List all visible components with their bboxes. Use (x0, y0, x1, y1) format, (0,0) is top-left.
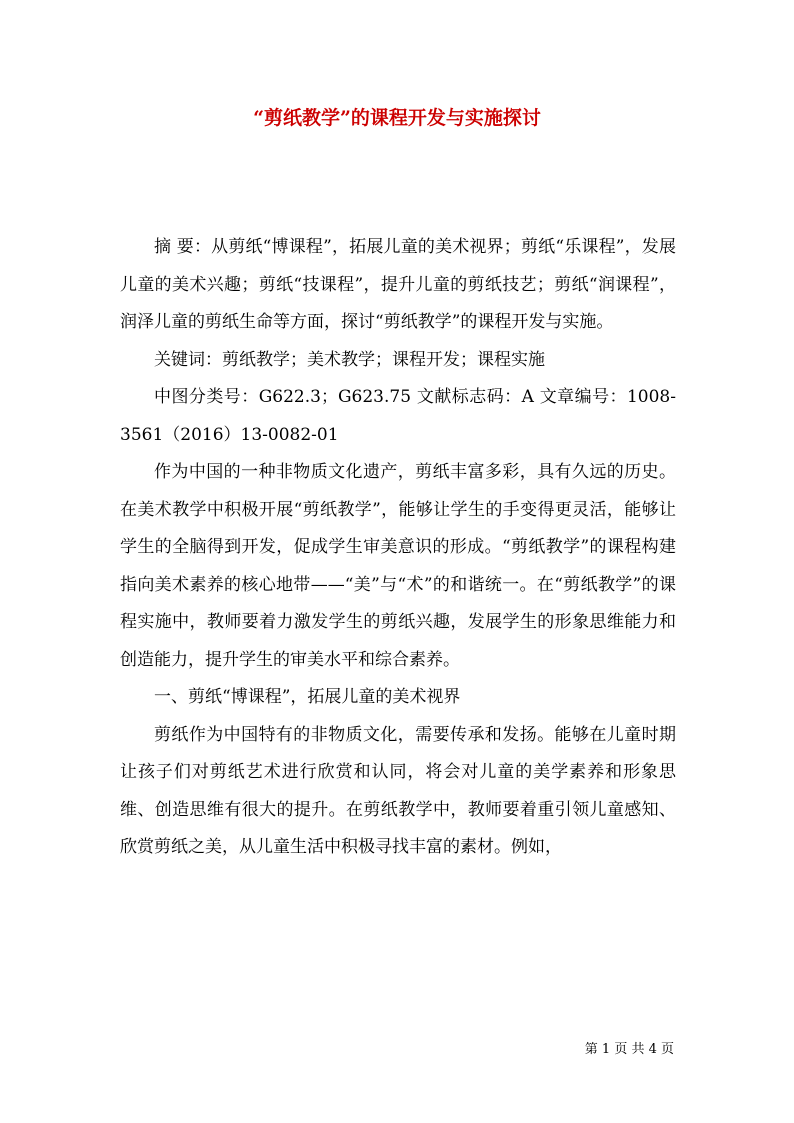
body-paragraph: 作为中国的一种非物质文化遗产，剪纸丰富多彩，具有久远的历史。在美术教学中积极开展“剪纸教学”，能够让学生的手变得更灵活，能够让学生的全脑得到开发，促成学生审美意识的形成。“剪纸教学”的课程构建指向美术素养的核心地带——“美”与“术”的和谐统一。在“剪纸教学”的课程实施中，教师要着力激发学生的剪纸兴趣，发展学生的形象思维能力和创造能力，提升学生的审美水平和综合素养。 (120, 462, 676, 670)
page-footer (585, 1040, 674, 1060)
keywords-paragraph: 关键词：剪纸教学；美术教学；课程开发；课程实施 (154, 349, 545, 370)
abstract-paragraph: 摘 要：从剪纸“博课程”，拓展儿童的美术视界；剪纸“乐课程”，发展儿童的美术兴趣；剪纸“技课程”，提升儿童的剪纸技艺；剪纸“润课程”，润泽儿童的剪纸生命等方面，探讨“剪纸教学”的课程开发与实施。 (120, 237, 676, 332)
document-title: “剪纸教学”的课程开发与实施探讨 (253, 107, 541, 129)
body-paragraph: 剪纸作为中国特有的非物质文化，需要传承和发扬。能够在儿童时期让孩子们对剪纸艺术进行欣赏和认同，将会对儿童的美学素养和形象思维、创造思维有很大的提升。在剪纸教学中，教师要着重引领儿童感知、欣赏剪纸之美，从儿童生活中积极寻找丰富的素材。例如， (120, 724, 676, 857)
document-body (120, 229, 676, 867)
page-number-label: 第 1 页 共 4 页 (584, 1042, 674, 1057)
classification-paragraph: 中图分类号：G622.3；G623.75 文献标志码：A 文章编号：1008-3561（2016）13-0082-01 (120, 387, 676, 445)
section-heading: 一、剪纸“博课程”，拓展儿童的美术视界 (154, 687, 461, 707)
